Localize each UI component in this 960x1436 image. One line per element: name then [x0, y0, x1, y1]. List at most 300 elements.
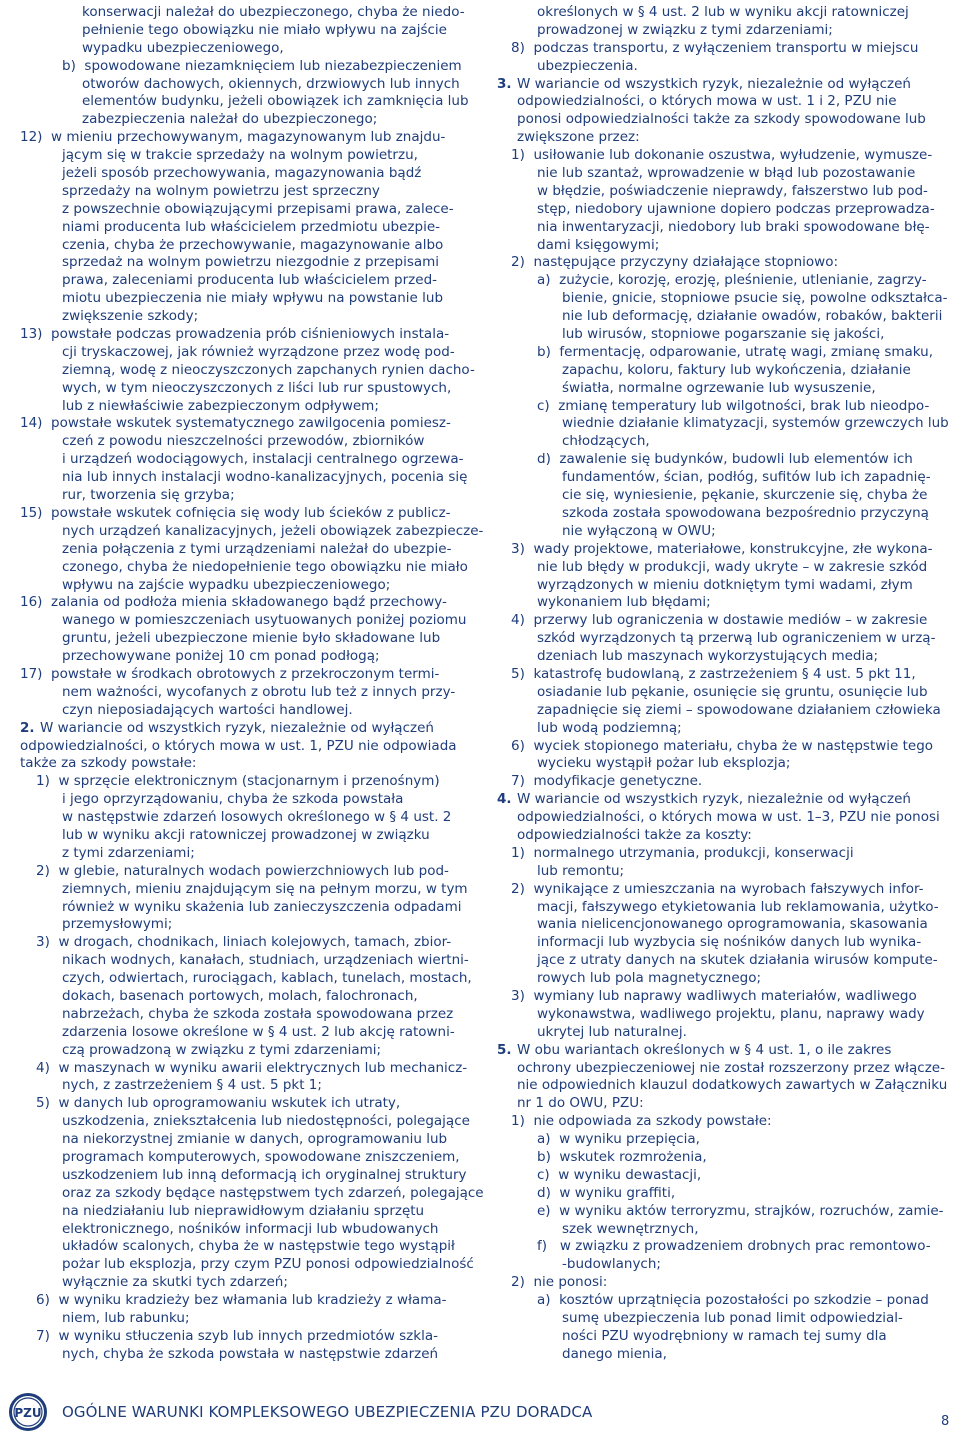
line-text: 13) powstałe podczas prowadzenia prób ciśnieniowych instala-: [20, 326, 450, 343]
text-line: [20, 916, 472, 934]
line-text: pełnienie tego obowiązku nie miało wpływu na zajście: [82, 21, 447, 38]
line-text: lub w wyniku akcji ratowniczej prowadzonej w związku: [62, 826, 430, 843]
line-text: zdarzenia losowe określone w § 4 ust. 2 lub akcję ratowni-: [62, 1023, 455, 1040]
line-text: nr 1 do OWU, PZU:: [517, 1095, 644, 1112]
text-line: [20, 254, 472, 272]
line-text: 7) w wyniku stłuczenia szyb lub innych przedmiotów szkla-: [36, 1327, 438, 1344]
text-line: [497, 76, 947, 94]
text-line: [497, 1042, 947, 1060]
line-text: nych urządzeń kanalizacyjnych, jeżeli obowiązek zabezpiecze-: [62, 522, 484, 539]
line-text: nie lub deformację, działanie owadów, robaków, bakterii: [562, 308, 943, 325]
text-line: [497, 1310, 947, 1328]
line-text: i urządzeń wodociągowych, instalacji centralnego ogrzewa-: [62, 451, 464, 468]
line-text: odpowiedzialności, o których mowa w ust. 1, PZU nie odpowiada: [20, 737, 457, 754]
text-line: [20, 1346, 472, 1364]
line-text: ochrony ubezpieczeniowej nie został rozszerzony przez włącze-: [517, 1059, 945, 1076]
line-text: światła, normalne ogrzewanie lub wysuszenie,: [562, 379, 876, 396]
text-line: [20, 988, 472, 1006]
line-text: miotu ubezpieczenia nie miały wpływu na powstanie lub: [62, 290, 444, 307]
text-line: [20, 952, 472, 970]
text-line: [497, 1328, 947, 1346]
text-line: [497, 684, 947, 702]
text-line: [20, 1221, 472, 1239]
text-line: [20, 1184, 484, 1203]
line-text: niem, lub rabunku;: [62, 1310, 190, 1327]
line-text: 3) wymiany lub naprawy wadliwych materiałów, wadliwego: [511, 987, 917, 1004]
line-text: przemysłowymi;: [62, 916, 173, 933]
text-line: [20, 326, 472, 344]
line-text: rur, tworzenia się grzyba;: [62, 487, 235, 504]
line-text: nia lub innych instalacji wodno-kanalizacyjnych, pocenia się: [62, 469, 468, 486]
line-text: nych, z zastrzeżeniem § 4 ust. 5 pkt 1;: [62, 1077, 322, 1094]
line-text: jeżeli sposób przechowywania, magazynowania bądź: [62, 165, 422, 182]
line-text: elektronicznego, nośników informacji lub wbudowanych: [62, 1220, 439, 1237]
text-line: [20, 541, 472, 559]
line-text: czonego, chyba że niedopełnienie tego obowiązku nie miało: [62, 558, 468, 575]
text-line: [20, 4, 472, 22]
text-line: [497, 791, 947, 809]
text-line: [497, 451, 947, 469]
line-text: otworów dachowych, okiennych, drzwiowych lub innych: [82, 75, 460, 92]
text-line: [497, 1203, 947, 1221]
text-line: [20, 1167, 472, 1185]
line-text: z powszechnie obowiązującymi przepisami prawa, zalece-: [62, 200, 454, 217]
text-line: [20, 1274, 472, 1292]
text-line: [497, 577, 947, 595]
text-line: [20, 934, 472, 952]
text-line: [497, 433, 947, 451]
text-line: [20, 380, 472, 398]
line-text: 5) w danych lub oprogramowaniu wskutek ich utraty,: [36, 1095, 401, 1112]
line-text: odpowiedzialności, o których mowa w ust. 1–3, PZU nie ponosi: [517, 809, 940, 826]
line-text: a) zużycie, korozję, erozję, pleśnienie, utlenianie, zagrzy-: [537, 272, 927, 289]
line-text: wiednie działanie klimatyzacji, systemów grzewczych lub: [562, 415, 949, 432]
line-text: 12) w mieniu przechowywanym, magazynowanym lub znajdu-: [20, 129, 446, 146]
text-line: [20, 1060, 472, 1078]
text-line: [497, 487, 947, 505]
text-line: [20, 505, 472, 523]
text-line: [497, 1024, 947, 1042]
line-text: nych, chyba że szkoda powstała w następstwie zdarzeń: [62, 1345, 439, 1362]
line-text: w błędzie, poświadczenie nieprawdy, fałszerstwo lub pod-: [537, 182, 928, 199]
line-text: lub wirusów, stopniowe pogarszanie się jakości,: [562, 326, 885, 343]
line-text: 8) podczas transportu, z wyłączeniem transportu w miejscu: [511, 39, 919, 56]
text-line: [497, 165, 947, 183]
line-text: wyłącznie za skutki tych zdarzeń;: [62, 1274, 288, 1291]
line-text: dokach, basenach portowych, molach, falochronach,: [62, 987, 418, 1004]
text-line: [20, 720, 472, 738]
line-text: d) zawalenie się budynków, budowli lub elementów ich: [537, 451, 913, 468]
footer-title: OGÓLNE WARUNKI KOMPLEKSOWEGO UBEZPIECZENIA PZU DORADCA: [62, 1403, 593, 1421]
line-text: niami producenta lub właścicielem przedmiotu ubezpie-: [62, 218, 441, 235]
line-text: zenia połączenia z tymi urządzeniami należał do ubezpie-: [62, 540, 452, 557]
line-text: wykonaniem lub błędami;: [537, 594, 711, 611]
line-text: lub wodą podziemną;: [537, 719, 682, 736]
line-text: zwiększone przez:: [517, 129, 640, 146]
text-line: [497, 1131, 947, 1149]
line-text: a) w wyniku przepięcia,: [537, 1131, 700, 1148]
section-number: 4.: [497, 791, 512, 808]
text-line: [20, 630, 472, 648]
line-text: wanego w pomieszczeniach usytuowanych poniżej poziomu: [62, 612, 467, 629]
line-text: danego mienia,: [562, 1345, 667, 1362]
text-line: [20, 1149, 472, 1167]
text-line: [497, 254, 947, 272]
text-line: [497, 1006, 947, 1024]
line-text: 1) nie odpowiada za szkody powstałe:: [511, 1113, 772, 1130]
line-text: zapachu, koloru, faktury lub wykończenia, działanie: [562, 361, 911, 378]
line-text: sprzedaży na wolnym powietrzu jest sprzeczny: [62, 182, 380, 199]
text-line: [497, 934, 947, 952]
line-text: b) spowodowane niezamknięciem lub niezabezpieczeniem: [62, 57, 462, 74]
line-text: lub z niewłaściwie zabezpieczonym odpływem;: [62, 397, 379, 414]
text-line: [497, 916, 947, 934]
text-line: [20, 594, 472, 612]
section-number: 2.: [20, 719, 35, 736]
text-line: [20, 183, 472, 201]
text-line: [497, 738, 947, 756]
text-line: [20, 827, 472, 845]
text-line: [20, 1292, 472, 1310]
line-text: ziemną, wodę z nieoczyszczonych zapchanych rynien dacho-: [62, 361, 475, 378]
line-text: szkoda została spowodowana bezpośrednio przyczyną: [562, 504, 929, 521]
line-text: W obu wariantach określonych w § 4 ust. 1, o ile zakres: [517, 1041, 892, 1058]
text-line: [20, 76, 472, 94]
text-line: [497, 702, 947, 720]
text-line: [497, 344, 947, 362]
text-line: [497, 1256, 947, 1274]
line-text: gruntu, jeżeli ubezpieczone mienie było składowane lub: [62, 630, 441, 647]
line-text: ziemnych, mieniu znajdującym się na pełnym morzu, w tym: [62, 880, 468, 897]
text-line: [497, 40, 947, 58]
text-line: [497, 809, 947, 827]
text-line: [497, 1221, 947, 1239]
line-text: c) zmianę temperatury lub wilgotności, brak lub nieodpo-: [537, 397, 930, 414]
line-text: c) w wyniku dewastacji,: [537, 1166, 702, 1183]
line-text: 3) wady projektowe, materiałowe, konstrukcyjne, złe wykona-: [511, 540, 933, 557]
line-text: nabrzeżach, chyba że szkoda została spowodowana przez: [62, 1005, 454, 1022]
line-text: wych, w tym nieoczyszczonych z liści lub rur spustowych,: [62, 379, 452, 396]
line-text: lub remontu;: [537, 862, 625, 879]
text-line: [497, 272, 947, 290]
line-text: chłodzących,: [562, 433, 650, 450]
line-text: fundamentów, ścian, podłóg, sufitów lub ich zapadnię-: [562, 469, 931, 486]
text-line: [497, 308, 947, 326]
line-text: nikach wodnych, kanałach, studniach, urządzeniach wiertni-: [62, 952, 469, 969]
line-text: 4) przerwy lub ograniczenia w dostawie mediów – w zakresie: [511, 612, 928, 629]
text-line: [497, 380, 947, 398]
line-text: dami księgowymi;: [537, 236, 660, 253]
text-line: [497, 219, 947, 237]
line-text: nie odpowiednich klauzul dodatkowych zawartych w Załączniku: [517, 1077, 948, 1094]
line-text: b) wskutek rozmrożenia,: [537, 1149, 707, 1165]
text-line: [20, 398, 472, 416]
text-line: [497, 881, 947, 899]
text-line: [497, 398, 947, 416]
line-text: czą prowadzoną w związku z tymi zdarzeniami;: [62, 1041, 382, 1058]
text-line: [497, 4, 947, 22]
text-line: [497, 1077, 947, 1095]
line-text: czych, odwiertach, rurociągach, kablach, tunelach, mostach,: [62, 970, 472, 987]
text-line: [20, 1006, 472, 1024]
text-line: [497, 1113, 947, 1131]
line-text: 3) w drogach, chodnikach, liniach kolejowych, tamach, zbior-: [36, 934, 452, 951]
line-text: 4) w maszynach w wyniku awarii elektrycznych lub mechanicz-: [36, 1059, 468, 1076]
line-text: pożar lub eksplozja, przy czym PZU ponosi odpowiedzialność: [62, 1256, 474, 1273]
line-text: 16) zalania od podłoża mienia składowanego bądź przechowy-: [20, 594, 447, 611]
line-text: wypadku ubezpieczeniowego,: [82, 39, 284, 56]
line-text: uszkodzenia, zniekształcenia lub niedostępności, polegające: [62, 1113, 470, 1130]
line-text: 2) w glebie, naturalnych wodach powierzchniowych lub pod-: [36, 862, 449, 879]
text-line: [20, 415, 472, 433]
line-text: 1) w sprzęcie elektronicznym (stacjonarnym i przenośnym): [36, 773, 440, 790]
line-text: sumę ubezpieczenia lub ponad limit odpowiedzial-: [562, 1310, 903, 1327]
text-line: [497, 237, 947, 255]
text-line: [20, 684, 472, 702]
line-text: dzeniach lub maszynach wykorzystujących media;: [537, 648, 879, 665]
line-text: stęp, niedobory ujawnione dopiero podczas przeprowadza-: [537, 200, 935, 217]
text-line: [20, 111, 472, 129]
text-line: [20, 344, 472, 362]
text-line: [20, 1095, 472, 1113]
text-line: [497, 290, 947, 308]
line-text: czyn nieposiadających wartości handlowej.: [62, 701, 353, 718]
line-text: 2) nie ponosi:: [511, 1274, 608, 1291]
text-line: [20, 773, 472, 791]
line-text: przechowywane poniżej 10 cm ponad podłogą;: [62, 648, 380, 665]
text-line: [20, 702, 472, 720]
line-text: z tymi zdarzeniami;: [62, 844, 195, 861]
text-line: [20, 755, 472, 773]
line-text: d) w wyniku graffiti,: [537, 1184, 676, 1201]
line-text: na niekorzystnej zmianie w danych, oprogramowaniu lub: [62, 1131, 448, 1148]
text-line: [497, 129, 947, 147]
line-text: nem ważności, wycofanych z obrotu lub też z innych przy-: [62, 683, 456, 700]
text-line: [497, 362, 947, 380]
line-text: sprzedaż na wolnym powietrzu niezgodnie z przepisami: [62, 254, 440, 271]
text-line: [20, 559, 472, 577]
text-line: [20, 738, 472, 756]
text-line: [497, 415, 947, 433]
line-text: 6) w wyniku kradzieży bez włamania lub kradzieży z włama-: [36, 1292, 447, 1309]
line-text: zapadnięcie się ziemi – spowodowane działaniem człowieka: [537, 701, 941, 718]
right-column: [497, 4, 947, 1364]
text-line: [497, 666, 947, 684]
text-line: [20, 845, 472, 863]
text-line: [20, 451, 472, 469]
text-line: [20, 201, 472, 219]
line-text: jące z utraty danych na skutek działania wirusów kompute-: [537, 952, 938, 969]
line-text: szek wewnętrznych,: [562, 1220, 699, 1237]
line-text: jącym się w trakcie sprzedaży na wolnym powietrzu,: [62, 147, 418, 164]
text-line: [497, 1185, 947, 1203]
text-line: [20, 361, 475, 380]
line-text: czeń z powodu nieszczelności przewodów, zbiorników: [62, 433, 425, 450]
text-line: [497, 612, 947, 630]
text-line: [497, 1292, 947, 1310]
line-text: a) kosztów uprzątnięcia pozostałości po szkodzie – ponad: [537, 1292, 929, 1309]
text-line: [20, 1310, 472, 1328]
text-line: [497, 1149, 947, 1167]
line-text: wyrządzonych w mieniu dotkniętym tymi wadami, złym: [537, 576, 913, 593]
line-text: wykonawstwa, wadliwego projektu, planu, naprawy wady: [537, 1005, 925, 1022]
line-text: na niedziałaniu lub nieprawidłowym działaniu sprzętu: [62, 1202, 425, 1219]
line-text: cie się, wyniesienie, pękanie, skurczenie się, chyba że: [562, 487, 928, 504]
line-text: oraz za szkody będące następstwem tych zdarzeń, polegające: [62, 1184, 484, 1201]
line-text: w następstwie zdarzeń losowych określonego w § 4 ust. 2: [62, 809, 452, 826]
text-line: [20, 147, 472, 165]
line-text: ności PZU wyodrębniony w ramach tej sumy dla: [562, 1327, 887, 1344]
text-line: [497, 1238, 947, 1256]
line-text: nie lub błędy w produkcji, wady ukryte – w zakresie szkód: [537, 558, 928, 575]
line-text: wpływu na zajście wypadku ubezpieczeniowego;: [62, 576, 391, 593]
line-text: nie lub szantaż, wprowadzenie w błąd lub pozostawanie: [537, 165, 916, 182]
text-line: [497, 326, 947, 344]
line-text: macji, fałszywego etykietowania lub reklamowania, użytko-: [537, 898, 939, 915]
text-line: [20, 1077, 472, 1095]
text-line: [497, 505, 947, 523]
text-line: [20, 881, 472, 899]
text-line: [20, 1113, 472, 1131]
line-text: cji tryskaczowej, jak również wyrządzone przez wodę pod-: [62, 343, 455, 360]
text-line: [497, 201, 947, 219]
text-line: [20, 308, 472, 326]
text-line: [20, 863, 472, 881]
text-line: [497, 594, 947, 612]
text-line: [497, 22, 947, 40]
text-line: [20, 487, 472, 505]
text-line: [497, 899, 947, 917]
line-text: szkód wyrządzonych tą przerwą lub ograniczeniem w urzą-: [537, 630, 936, 647]
text-line: [20, 219, 472, 237]
line-text: 17) powstałe w środkach obrotowych z przekroczonym termi-: [20, 665, 440, 682]
text-line: [20, 40, 472, 58]
line-text: prowadzonej w związku z tymi zdarzeniami;: [537, 21, 833, 38]
line-text: konserwacji należał do ubezpieczonego, chyba że niedo-: [82, 4, 465, 20]
line-text: b) fermentację, odparowanie, utratę wagi, zmianę smaku,: [537, 343, 934, 360]
text-line: [497, 827, 947, 845]
text-line: [497, 559, 947, 577]
text-line: [497, 183, 947, 201]
line-text: odpowiedzialności także za koszty:: [517, 826, 752, 843]
line-text: elementów budynku, jeżeli obowiązek ich zamknięcia lub: [82, 93, 469, 110]
text-line: [497, 58, 947, 76]
text-line: [497, 469, 947, 487]
line-text: bienie, gnicie, stopniowe psucie się, powolne odkształca-: [562, 290, 948, 307]
line-text: również w wyniku skażenia lub zanieczyszczenia odpadami: [62, 898, 462, 915]
line-text: 5) katastrofę budowlaną, z zastrzeżeniem § 4 ust. 5 pkt 11,: [511, 665, 916, 682]
text-line: [497, 755, 947, 773]
page-number: 8: [941, 1414, 950, 1429]
line-text: programach komputerowych, spowodowane zniszczeniem,: [62, 1149, 460, 1165]
text-line: [20, 1042, 472, 1060]
text-line: [497, 720, 947, 738]
section-number: 3.: [497, 75, 512, 92]
text-line: [20, 666, 472, 684]
line-text: W wariancie od wszystkich ryzyk, niezależnie od wyłączeń: [517, 75, 911, 92]
text-line: [497, 970, 947, 988]
line-text: W wariancie od wszystkich ryzyk, niezależnie od wyłączeń: [40, 719, 434, 736]
text-line: [497, 988, 947, 1006]
line-text: czenia, chyba że przechowywanie, magazynowanie albo: [62, 236, 444, 253]
line-text: ponosi odpowiedzialności także za szkody spowodowane lub: [517, 111, 926, 128]
text-line: [20, 93, 472, 111]
text-line: [497, 1167, 947, 1185]
line-text: 2) wynikające z umieszczania na wyrobach fałszywych infor-: [511, 880, 924, 897]
text-line: [497, 1095, 947, 1113]
text-line: [20, 469, 472, 487]
line-text: osiadanie lub pękanie, osunięcie się gruntu, osunięcie lub: [537, 683, 928, 700]
text-line: [497, 111, 947, 129]
line-text: wycieku wystąpił pożar lub eksplozja;: [537, 755, 791, 772]
text-line: [497, 952, 947, 970]
text-line: [20, 272, 472, 290]
line-text: f) w związku z prowadzeniem drobnych prac remontowo-: [537, 1238, 931, 1255]
text-line: [20, 1131, 472, 1149]
line-text: 15) powstałe wskutek cofnięcia się wody lub ścieków z publicz-: [20, 504, 451, 521]
section-number: 5.: [497, 1041, 512, 1058]
line-text: 1) normalnego utrzymania, produkcji, konserwacji: [511, 844, 854, 861]
text-line: [20, 165, 472, 183]
text-line: [497, 1060, 947, 1078]
line-text: zabezpieczenia należał do ubezpieczonego;: [82, 111, 378, 128]
line-text: zwiększenie szkody;: [62, 308, 199, 325]
text-line: [497, 630, 947, 648]
line-text: informacji lub wyzbycia się nośników danych lub wynika-: [537, 934, 922, 951]
line-text: nia inwentaryzacji, niedobory lub braki spowodowane błę-: [537, 218, 930, 235]
line-text: W wariancie od wszystkich ryzyk, niezależnie od wyłączeń: [517, 791, 911, 808]
line-text: 1) usiłowanie lub dokonanie oszustwa, wyłudzenie, wymusze-: [511, 147, 933, 164]
svg-text:PZU: PZU: [14, 1406, 42, 1420]
text-line: [20, 433, 472, 451]
text-line: [20, 809, 472, 827]
text-line: [20, 970, 472, 988]
text-line: [20, 1328, 472, 1346]
line-text: ukrytej lub naturalnej.: [537, 1023, 687, 1040]
line-text: 14) powstałe wskutek systematycznego zawilgocenia pomiesz-: [20, 415, 451, 432]
left-column: [20, 4, 484, 1364]
text-line: [20, 58, 472, 76]
text-line: [497, 773, 947, 791]
line-text: układów scalonych, chyba że w następstwie tego wystąpił: [62, 1238, 455, 1255]
line-text: określonych w § 4 ust. 2 lub w wyniku akcji ratowniczej: [537, 4, 909, 20]
pzu-logo: [6, 1392, 50, 1432]
text-line: [20, 237, 472, 255]
line-text: odpowiedzialności, o których mowa w ust. 1 i 2, PZU nie: [517, 93, 897, 110]
line-text: 6) wyciek stopionego materiału, chyba że w następstwie tego: [511, 737, 934, 754]
text-line: [497, 845, 947, 863]
line-text: wania nielicencjonowanego oprogramowania, skasowania: [537, 916, 928, 933]
text-line: [20, 522, 484, 541]
text-line: [20, 129, 472, 147]
text-line: [20, 1203, 472, 1221]
text-line: [497, 1274, 947, 1292]
line-text: 7) modyfikacje genetyczne.: [511, 773, 703, 790]
text-line: [20, 290, 472, 308]
line-text: rowych lub pola magnetycznego;: [537, 970, 762, 987]
text-line: [497, 1346, 947, 1364]
line-text: uszkodzeniem lub inną deformacją ich oryginalnej struktury: [62, 1166, 467, 1183]
text-line: [497, 863, 947, 881]
text-line: [497, 541, 947, 559]
line-text: 2) następujące przyczyny działające stopniowo:: [511, 254, 838, 271]
line-text: -budowlanych;: [562, 1256, 661, 1273]
text-line: [20, 648, 472, 666]
text-line: [497, 93, 947, 111]
line-text: i jego oprzyrządowaniu, chyba że szkoda powstała: [62, 791, 404, 808]
line-text: ubezpieczenia.: [537, 57, 638, 74]
text-line: [20, 899, 472, 917]
